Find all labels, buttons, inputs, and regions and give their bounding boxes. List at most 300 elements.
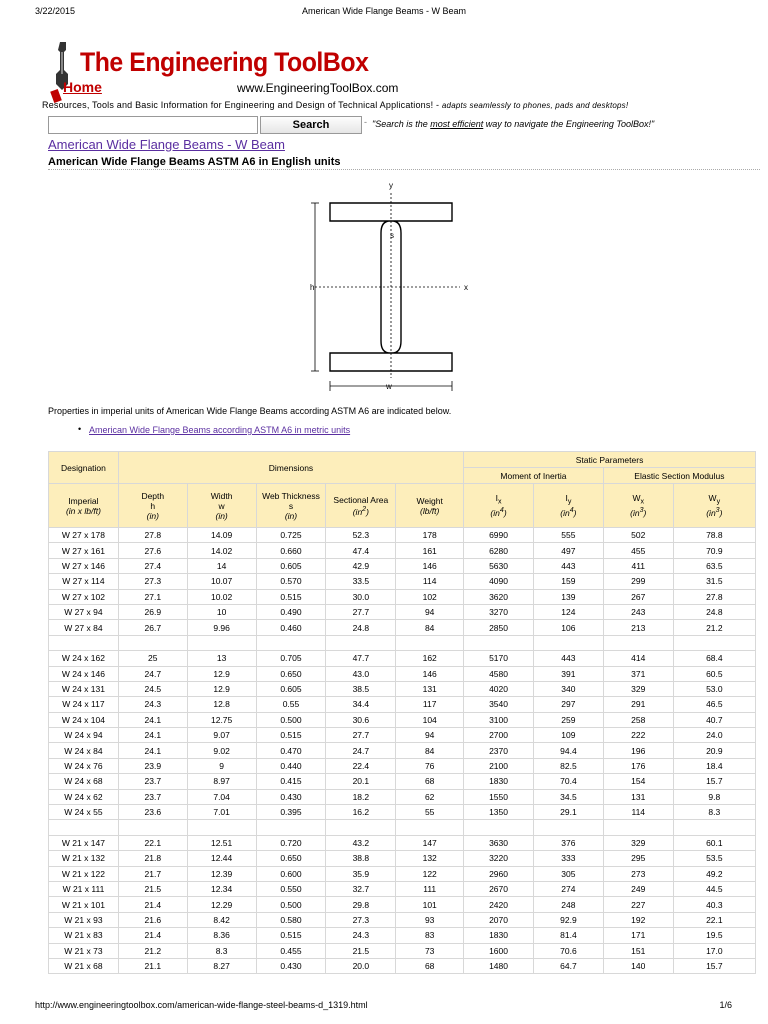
col-width: Width w (in) (187, 484, 256, 528)
value-cell: 3630 (464, 835, 534, 850)
value-cell: 213 (603, 620, 673, 635)
value-cell: 0.460 (256, 620, 326, 635)
search-input[interactable] (48, 116, 258, 134)
value-cell: 20.1 (326, 774, 396, 789)
metric-units-link[interactable]: American Wide Flange Beams according ASTM A6 in metric units (89, 425, 351, 435)
value-cell: 391 (533, 666, 603, 681)
value-cell: 139 (533, 589, 603, 604)
sub-heading: American Wide Flange Beams ASTM A6 in English units (48, 156, 341, 168)
value-cell: 22.4 (326, 758, 396, 773)
value-cell: 26.7 (118, 620, 187, 635)
empty-cell (603, 635, 673, 650)
page-heading[interactable]: American Wide Flange Beams - W Beam (48, 137, 285, 152)
value-cell: 8.97 (187, 774, 256, 789)
value-cell: 24.3 (118, 697, 187, 712)
value-cell: 21.6 (118, 912, 187, 927)
empty-cell (396, 820, 464, 835)
value-cell: 44.5 (673, 881, 755, 896)
value-cell: 24.7 (118, 666, 187, 681)
value-cell: 146 (396, 558, 464, 573)
col-iy: $I_y$ $(in^4)$ (533, 484, 603, 528)
value-cell: 22.1 (673, 912, 755, 927)
table-row (49, 805, 756, 820)
value-cell: 154 (603, 774, 673, 789)
value-cell: 0.500 (256, 897, 326, 912)
value-cell: 30.6 (326, 712, 396, 727)
value-cell: 12.8 (187, 697, 256, 712)
value-cell: 21.2 (118, 943, 187, 958)
value-cell: 2670 (464, 881, 534, 896)
value-cell: 47.4 (326, 543, 396, 558)
value-cell: 42.9 (326, 558, 396, 573)
value-cell: 147 (396, 835, 464, 850)
empty-cell (326, 635, 396, 650)
value-cell: 131 (396, 681, 464, 696)
table-row (49, 558, 756, 573)
value-cell: 27.8 (118, 528, 187, 543)
header-section-modulus: Elastic Section Modulus (603, 468, 755, 484)
value-cell: 4580 (464, 666, 534, 681)
value-cell: 62 (396, 789, 464, 804)
value-cell: 17.0 (673, 943, 755, 958)
table-row (49, 866, 756, 881)
value-cell: 267 (603, 589, 673, 604)
value-cell: 43.2 (326, 835, 396, 850)
value-cell: 29.8 (326, 897, 396, 912)
value-cell: 27.4 (118, 558, 187, 573)
value-cell: 27.1 (118, 589, 187, 604)
value-cell: 0.55 (256, 697, 326, 712)
value-cell: 274 (533, 881, 603, 896)
value-cell: 2100 (464, 758, 534, 773)
table-row (49, 574, 756, 589)
value-cell: 35.9 (326, 866, 396, 881)
hint-pre: "Search is the (372, 119, 431, 129)
value-cell: 159 (533, 574, 603, 589)
print-title: American Wide Flange Beams - W Beam (301, 6, 467, 16)
value-cell: 3620 (464, 589, 534, 604)
value-cell: 24.7 (326, 743, 396, 758)
beam-properties-table (48, 451, 756, 974)
value-cell: 443 (533, 558, 603, 573)
empty-cell (49, 820, 119, 835)
search-button[interactable]: Search (260, 116, 362, 134)
table-row (49, 589, 756, 604)
empty-cell (187, 635, 256, 650)
empty-cell (396, 635, 464, 650)
value-cell: 68 (396, 774, 464, 789)
designation-cell: W 24 x 84 (49, 743, 119, 758)
value-cell: 114 (396, 574, 464, 589)
value-cell: 2370 (464, 743, 534, 758)
designation-cell: W 27 x 114 (49, 574, 119, 589)
value-cell: 0.605 (256, 558, 326, 573)
value-cell: 122 (396, 866, 464, 881)
value-cell: 192 (603, 912, 673, 927)
designation-cell: W 27 x 146 (49, 558, 119, 573)
value-cell: 33.5 (326, 574, 396, 589)
value-cell: 249 (603, 881, 673, 896)
empty-cell (49, 635, 119, 650)
col-ix: $I_x$ $(in^4)$ (464, 484, 534, 528)
value-cell: 43.0 (326, 666, 396, 681)
site-brand[interactable]: The Engineering ToolBox (80, 47, 369, 77)
value-cell: 0.580 (256, 912, 326, 927)
value-cell: 8.27 (187, 958, 256, 973)
header-dimensions: Dimensions (118, 452, 463, 484)
value-cell: 30.0 (326, 589, 396, 604)
designation-cell: W 24 x 94 (49, 728, 119, 743)
value-cell: 371 (603, 666, 673, 681)
designation-cell: W 21 x 68 (49, 958, 119, 973)
value-cell: 21.4 (118, 897, 187, 912)
value-cell: 8.3 (187, 943, 256, 958)
designation-cell: W 27 x 102 (49, 589, 119, 604)
value-cell: 21.5 (326, 943, 396, 958)
value-cell: 0.570 (256, 574, 326, 589)
value-cell: 6990 (464, 528, 534, 543)
tagline-adapts: adapts seamlessly to phones, pads and desktops! (441, 101, 629, 110)
col-wx: $W_x$ $(in^3)$ (603, 484, 673, 528)
table-spacer-row (49, 820, 756, 835)
value-cell: 14 (187, 558, 256, 573)
value-cell: 340 (533, 681, 603, 696)
empty-cell (256, 635, 326, 650)
value-cell: 34.4 (326, 697, 396, 712)
designation-cell: W 24 x 62 (49, 789, 119, 804)
value-cell: 81.4 (533, 928, 603, 943)
value-cell: 16.2 (326, 805, 396, 820)
x-axis-label: x (464, 283, 468, 292)
value-cell: 82.5 (533, 758, 603, 773)
table-row (49, 743, 756, 758)
tagline-main: Resources, Tools and Basic Information for Engineering and Design of Technical Applications! - (42, 100, 440, 110)
table-row (49, 651, 756, 666)
value-cell: 0.515 (256, 928, 326, 943)
value-cell: 12.39 (187, 866, 256, 881)
designation-cell: W 21 x 93 (49, 912, 119, 927)
bullet: • (78, 424, 82, 434)
value-cell: 34.5 (533, 789, 603, 804)
value-cell: 8.42 (187, 912, 256, 927)
value-cell: 132 (396, 851, 464, 866)
value-cell: 94.4 (533, 743, 603, 758)
value-cell: 243 (603, 604, 673, 619)
empty-cell (533, 635, 603, 650)
value-cell: 15.7 (673, 958, 755, 973)
value-cell: 60.5 (673, 666, 755, 681)
value-cell: 20.0 (326, 958, 396, 973)
value-cell: 55 (396, 805, 464, 820)
w-dimension-label: w (386, 382, 392, 391)
hint-emphasis: most efficient (430, 119, 484, 129)
value-cell: 19.5 (673, 928, 755, 943)
table-row (49, 728, 756, 743)
value-cell: 502 (603, 528, 673, 543)
value-cell: 5170 (464, 651, 534, 666)
value-cell: 12.44 (187, 851, 256, 866)
value-cell: 7.04 (187, 789, 256, 804)
value-cell: 60.1 (673, 835, 755, 850)
table-row (49, 774, 756, 789)
col-weight: Weight (lb/ft) (396, 484, 464, 528)
value-cell: 3270 (464, 604, 534, 619)
value-cell: 10.02 (187, 589, 256, 604)
value-cell: 1350 (464, 805, 534, 820)
value-cell: 0.430 (256, 789, 326, 804)
value-cell: 21.5 (118, 881, 187, 896)
value-cell: 70.6 (533, 943, 603, 958)
designation-cell: W 21 x 122 (49, 866, 119, 881)
table-row (49, 528, 756, 543)
designation-cell: W 21 x 73 (49, 943, 119, 958)
value-cell: 84 (396, 743, 464, 758)
value-cell: 176 (603, 758, 673, 773)
value-cell: 3100 (464, 712, 534, 727)
table-row (49, 912, 756, 927)
value-cell: 18.4 (673, 758, 755, 773)
value-cell: 4020 (464, 681, 534, 696)
value-cell: 9.02 (187, 743, 256, 758)
value-cell: 68 (396, 958, 464, 973)
value-cell: 106 (533, 620, 603, 635)
value-cell: 5630 (464, 558, 534, 573)
value-cell: 376 (533, 835, 603, 850)
col-wy: $W_y$ $(in^3)$ (673, 484, 755, 528)
value-cell: 27.6 (118, 543, 187, 558)
value-cell: 24.5 (118, 681, 187, 696)
value-cell: 21.1 (118, 958, 187, 973)
value-cell: 64.7 (533, 958, 603, 973)
value-cell: 24.8 (326, 620, 396, 635)
value-cell: 12.75 (187, 712, 256, 727)
designation-cell: W 24 x 131 (49, 681, 119, 696)
value-cell: 25 (118, 651, 187, 666)
empty-cell (464, 635, 534, 650)
value-cell: 83 (396, 928, 464, 943)
value-cell: 27.3 (326, 912, 396, 927)
value-cell: 0.490 (256, 604, 326, 619)
table-spacer-row (49, 635, 756, 650)
value-cell: 0.440 (256, 758, 326, 773)
value-cell: 23.6 (118, 805, 187, 820)
value-cell: 1600 (464, 943, 534, 958)
value-cell: 102 (396, 589, 464, 604)
value-cell: 94 (396, 604, 464, 619)
value-cell: 53.5 (673, 851, 755, 866)
value-cell: 0.705 (256, 651, 326, 666)
table-row (49, 620, 756, 635)
value-cell: 171 (603, 928, 673, 943)
value-cell: 248 (533, 897, 603, 912)
table-row (49, 712, 756, 727)
value-cell: 455 (603, 543, 673, 558)
col-imperial: Imperial (in x lb/ft) (49, 484, 119, 528)
value-cell: 22.1 (118, 835, 187, 850)
value-cell: 111 (396, 881, 464, 896)
value-cell: 46.5 (673, 697, 755, 712)
designation-cell: W 21 x 111 (49, 881, 119, 896)
value-cell: 70.4 (533, 774, 603, 789)
value-cell: 12.34 (187, 881, 256, 896)
value-cell: 27.7 (326, 604, 396, 619)
value-cell: 32.7 (326, 881, 396, 896)
value-cell: 0.550 (256, 881, 326, 896)
value-cell: 18.2 (326, 789, 396, 804)
value-cell: 49.2 (673, 866, 755, 881)
value-cell: 109 (533, 728, 603, 743)
empty-cell (326, 820, 396, 835)
col-web-thickness: Web Thickness s (in) (256, 484, 326, 528)
designation-cell: W 24 x 117 (49, 697, 119, 712)
value-cell: 23.7 (118, 774, 187, 789)
value-cell: 411 (603, 558, 673, 573)
value-cell: 146 (396, 666, 464, 681)
value-cell: 15.7 (673, 774, 755, 789)
value-cell: 0.470 (256, 743, 326, 758)
empty-cell (673, 635, 755, 650)
designation-cell: W 21 x 83 (49, 928, 119, 943)
value-cell: 329 (603, 681, 673, 696)
empty-cell (464, 820, 534, 835)
value-cell: 84 (396, 620, 464, 635)
value-cell: 291 (603, 697, 673, 712)
value-cell: 24.0 (673, 728, 755, 743)
table-row (49, 958, 756, 973)
value-cell: 140 (603, 958, 673, 973)
header-moment-of-inertia: Moment of Inertia (464, 468, 604, 484)
designation-cell: W 21 x 101 (49, 897, 119, 912)
value-cell: 0.430 (256, 958, 326, 973)
print-footer (0, 1000, 768, 1014)
value-cell: 117 (396, 697, 464, 712)
value-cell: 94 (396, 728, 464, 743)
value-cell: 38.8 (326, 851, 396, 866)
value-cell: 29.1 (533, 805, 603, 820)
table-row (49, 943, 756, 958)
value-cell: 273 (603, 866, 673, 881)
s-dimension-label: s (390, 231, 394, 240)
divider (48, 169, 760, 170)
value-cell: 24.1 (118, 728, 187, 743)
designation-cell: W 24 x 55 (49, 805, 119, 820)
value-cell: 26.9 (118, 604, 187, 619)
value-cell: 8.36 (187, 928, 256, 943)
value-cell: 104 (396, 712, 464, 727)
value-cell: 47.7 (326, 651, 396, 666)
empty-cell (118, 820, 187, 835)
designation-cell: W 21 x 132 (49, 851, 119, 866)
empty-cell (187, 820, 256, 835)
value-cell: 14.02 (187, 543, 256, 558)
value-cell: 0.395 (256, 805, 326, 820)
header-designation: Designation (49, 452, 119, 484)
value-cell: 222 (603, 728, 673, 743)
empty-cell (118, 635, 187, 650)
value-cell: 14.09 (187, 528, 256, 543)
value-cell: 12.9 (187, 666, 256, 681)
value-cell: 73 (396, 943, 464, 958)
value-cell: 0.515 (256, 589, 326, 604)
value-cell: 76 (396, 758, 464, 773)
value-cell: 161 (396, 543, 464, 558)
value-cell: 1830 (464, 928, 534, 943)
value-cell: 0.605 (256, 681, 326, 696)
table-row (49, 681, 756, 696)
value-cell: 2420 (464, 897, 534, 912)
designation-cell: W 24 x 68 (49, 774, 119, 789)
value-cell: 24.1 (118, 743, 187, 758)
value-cell: 178 (396, 528, 464, 543)
table-row (49, 835, 756, 850)
value-cell: 333 (533, 851, 603, 866)
designation-cell: W 24 x 146 (49, 666, 119, 681)
designation-cell: W 27 x 178 (49, 528, 119, 543)
value-cell: 0.500 (256, 712, 326, 727)
print-date: 3/22/2015 (35, 6, 76, 16)
page-number: 1/6 (719, 1000, 732, 1010)
value-cell: 124 (533, 604, 603, 619)
value-cell: 0.650 (256, 851, 326, 866)
value-cell: 0.600 (256, 866, 326, 881)
value-cell: 38.5 (326, 681, 396, 696)
value-cell: 555 (533, 528, 603, 543)
value-cell: 6280 (464, 543, 534, 558)
col-sectional-area: Sectional Area $(in^2)$ (326, 484, 396, 528)
value-cell: 101 (396, 897, 464, 912)
value-cell: 2850 (464, 620, 534, 635)
intro-text: Properties in imperial units of American Wide Flange Beams according ASTM A6 are indicated below. (48, 406, 452, 416)
site-url[interactable]: www.EngineeringToolBox.com (237, 81, 399, 95)
table-row (49, 789, 756, 804)
value-cell: 12.51 (187, 835, 256, 850)
h-dimension-label: h (310, 283, 315, 292)
home-link[interactable]: Home (63, 79, 102, 95)
value-cell: 1480 (464, 958, 534, 973)
value-cell: 10.07 (187, 574, 256, 589)
value-cell: 131 (603, 789, 673, 804)
footer-url: http://www.engineeringtoolbox.com/american-wide-flange-steel-beams-d_1319.html (35, 1000, 368, 1010)
empty-cell (256, 820, 326, 835)
value-cell: 70.9 (673, 543, 755, 558)
value-cell: 9.96 (187, 620, 256, 635)
value-cell: 443 (533, 651, 603, 666)
value-cell: 258 (603, 712, 673, 727)
table-row (49, 851, 756, 866)
print-header (0, 6, 768, 20)
value-cell: 151 (603, 943, 673, 958)
value-cell: 329 (603, 835, 673, 850)
value-cell: 13 (187, 651, 256, 666)
table-body (49, 528, 756, 974)
value-cell: 7.01 (187, 805, 256, 820)
value-cell: 21.7 (118, 866, 187, 881)
value-cell: 497 (533, 543, 603, 558)
value-cell: 93 (396, 912, 464, 927)
value-cell: 1830 (464, 774, 534, 789)
value-cell: 0.415 (256, 774, 326, 789)
value-cell: 9 (187, 758, 256, 773)
value-cell: 3540 (464, 697, 534, 712)
value-cell: 4090 (464, 574, 534, 589)
value-cell: 12.9 (187, 681, 256, 696)
table-row (49, 697, 756, 712)
empty-cell (533, 820, 603, 835)
value-cell: 0.455 (256, 943, 326, 958)
value-cell: 53.0 (673, 681, 755, 696)
table-row (49, 543, 756, 558)
value-cell: 2960 (464, 866, 534, 881)
